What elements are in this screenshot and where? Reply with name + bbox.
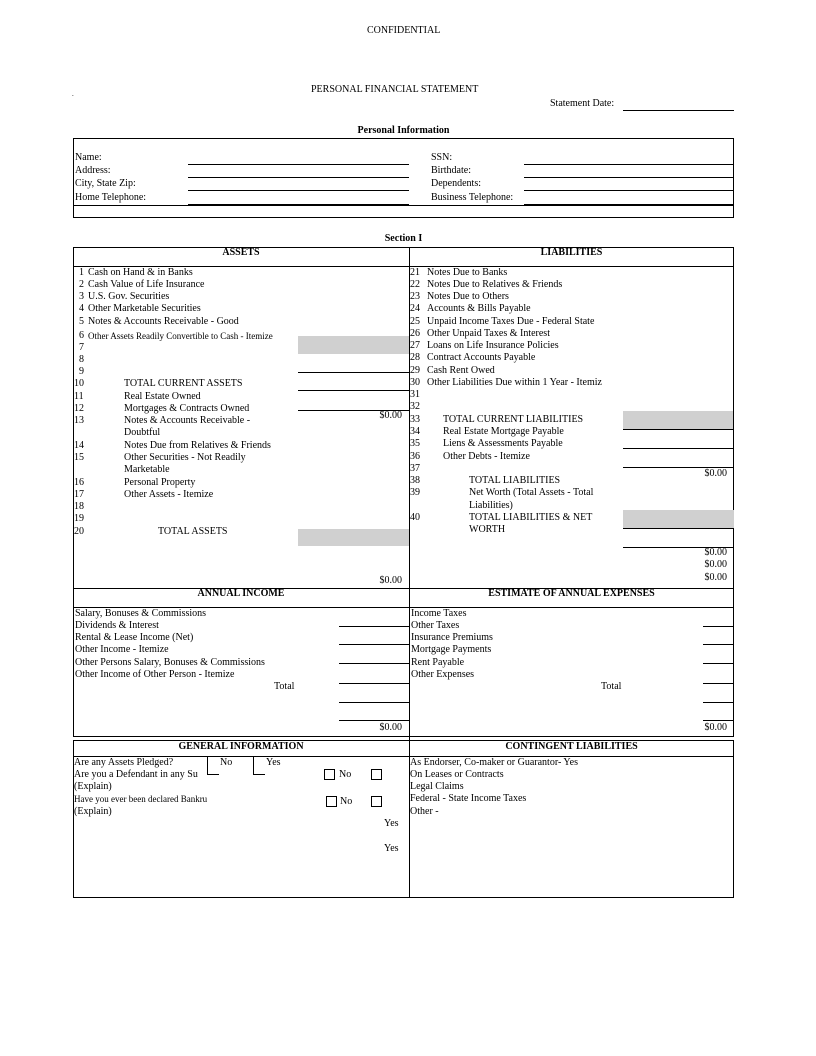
explain-label: (Explain) [74, 806, 112, 817]
contingent-item: As Endorser, Co-maker or Guarantor- Yes [410, 757, 578, 768]
liability-num: 25 [410, 316, 420, 327]
liability-num: 27 [410, 340, 420, 351]
pledged-no-tick-base [207, 774, 219, 775]
expense-item: Insurance Premiums [411, 632, 493, 643]
bankrupt-no-label: No [340, 796, 353, 807]
liability-num: 31 [410, 389, 420, 400]
asset-label: Other Marketable Securities [88, 303, 201, 314]
personal-info-box [73, 138, 734, 218]
liability-num: 22 [410, 279, 420, 290]
liability-num: 38 [410, 475, 420, 486]
defendant-question: Are you a Defendant in any Su [74, 769, 198, 780]
expense-total-amount: $0.00 [704, 722, 727, 733]
liability-num: 23 [410, 291, 420, 302]
expense-rule [703, 702, 734, 703]
assets-heading: ASSETS [222, 247, 260, 258]
asset-num: 5 [79, 316, 84, 327]
asset-label: Other Securities - Not Readily [124, 452, 246, 463]
pledged-no-label: No [220, 757, 233, 768]
liability-label: Cash Rent Owed [427, 365, 495, 376]
income-rule [339, 663, 409, 664]
liability-label-total-current: TOTAL CURRENT LIABILITIES [443, 414, 584, 425]
asset-num: 11 [74, 391, 84, 402]
address-label: Address: [75, 165, 111, 176]
liability-label: TOTAL LIABILITIES & NET [469, 512, 593, 523]
total-assets-value-cell[interactable] [298, 529, 409, 546]
annual-expenses-heading: ESTIMATE OF ANNUAL EXPENSES [488, 588, 655, 599]
birthdate-label: Birthdate: [431, 165, 471, 176]
asset-num: 19 [74, 513, 84, 524]
asset-label: Cash on Hand & in Banks [88, 267, 193, 278]
asset-num: 12 [74, 403, 84, 414]
asset-num: 18 [74, 501, 84, 512]
pledged-yes-label: Yes [266, 757, 281, 768]
home-telephone-field[interactable] [188, 204, 409, 205]
defendant-no-label: No [339, 769, 352, 780]
income-item: Other Income of Other Person - Itemize [75, 669, 235, 680]
expense-item: Rent Payable [411, 657, 465, 668]
liability-amount: $0.00 [704, 572, 727, 583]
income-item: Other Persons Salary, Bonuses & Commissions [75, 657, 265, 668]
business-telephone-field[interactable] [524, 204, 734, 205]
assets-pledged-question: Are any Assets Pledged? [74, 757, 174, 768]
liability-num: 26 [410, 328, 420, 339]
liability-label-total: TOTAL LIABILITIES [469, 475, 561, 486]
contingent-item: Legal Claims [410, 781, 464, 792]
asset-num: 1 [79, 267, 84, 278]
total-current-liabilities-cell[interactable] [623, 411, 734, 429]
asset-label: Notes & Accounts Receivable - [124, 415, 251, 426]
liability-label: Loans on Life Insurance Policies [427, 340, 559, 351]
liability-label: Net Worth (Total Assets - Total [469, 487, 594, 498]
expense-rule [703, 626, 734, 627]
asset-num: 8 [79, 354, 84, 365]
document-title: PERSONAL FINANCIAL STATEMENT [311, 84, 479, 95]
liability-num: 21 [410, 267, 420, 278]
contingent-item: Federal - State Income Taxes [410, 793, 527, 804]
dependents-field[interactable] [524, 190, 734, 191]
income-rule [339, 626, 409, 627]
asset-subtotal-amount: $0.00 [379, 410, 402, 421]
liability-num: 37 [410, 463, 420, 474]
confidential-label: CONFIDENTIAL [367, 25, 441, 36]
bankrupt-yes-checkbox[interactable] [371, 796, 382, 807]
expense-total-label: Total [601, 681, 622, 692]
expense-item: Mortgage Payments [411, 644, 492, 655]
asset-num: 15 [74, 452, 84, 463]
ssn-field[interactable] [524, 164, 734, 165]
liability-label: Notes Due to Relatives & Friends [427, 279, 563, 290]
income-rule [339, 720, 409, 721]
defendant-yes-label: Yes [384, 818, 399, 829]
liability-amount: $0.00 [704, 547, 727, 558]
statement-date-field[interactable] [623, 110, 734, 111]
expense-item: Other Expenses [411, 669, 475, 680]
bankrupt-yes-label: Yes [384, 843, 399, 854]
address-field[interactable] [188, 177, 409, 178]
section-1-heading: Section I [384, 233, 423, 244]
personal-info-heading: Personal Information [357, 125, 450, 136]
asset-label: U.S. Gov. Securities [88, 291, 170, 302]
liability-num: 40 [410, 512, 420, 523]
income-rule [339, 702, 409, 703]
asset-label: Notes & Accounts Receivable - Good [88, 316, 239, 327]
asset-label: Notes Due from Relatives & Friends [124, 440, 271, 451]
asset-label: Mortgages & Contracts Owned [124, 403, 250, 414]
income-total-amount: $0.00 [379, 722, 402, 733]
asset-num: 20 [74, 526, 84, 537]
general-info-heading: GENERAL INFORMATION [178, 741, 304, 752]
income-item: Other Income - Itemize [75, 644, 169, 655]
liability-label: Unpaid Income Taxes Due - Federal State [427, 316, 595, 327]
bankrupt-question: Have you ever been declared Bankru [74, 794, 208, 804]
liability-num: 36 [410, 451, 420, 462]
asset-label-total-assets: TOTAL ASSETS [158, 526, 228, 537]
liability-num: 33 [410, 414, 420, 425]
contingent-item: On Leases or Contracts [410, 769, 504, 780]
liability-cell-edge [733, 411, 734, 467]
income-total-label: Total [274, 681, 295, 692]
income-item: Dividends & Interest [75, 620, 159, 631]
liability-label: Other Unpaid Taxes & Interest [427, 328, 550, 339]
liability-label: Liabilities) [469, 500, 513, 511]
liability-num: 35 [410, 438, 420, 449]
expense-rule [703, 683, 734, 684]
liability-label: Other Debts - Itemize [443, 451, 530, 462]
asset-label: Other Assets Readily Convertible to Cash - Itemize [88, 331, 273, 341]
dependents-label: Dependents: [431, 178, 481, 189]
income-rule [339, 644, 409, 645]
business-telephone-label: Business Telephone: [431, 192, 514, 203]
liability-num: 24 [410, 303, 420, 314]
contingent-liabilities-heading: CONTINGENT LIABILITIES [505, 741, 638, 752]
total-assets-amount: $0.00 [379, 575, 402, 586]
liability-num: 29 [410, 365, 420, 376]
asset-6-value-cell[interactable] [298, 336, 409, 354]
asset-label-total-current: TOTAL CURRENT ASSETS [124, 378, 243, 389]
liability-num: 28 [410, 352, 420, 363]
liability-label: Notes Due to Banks [427, 267, 508, 278]
annual-income-heading: ANNUAL INCOME [197, 588, 285, 599]
asset-num: 4 [79, 303, 84, 314]
asset-num: 17 [74, 489, 84, 500]
asset-num: 7 [79, 342, 84, 353]
asset-label: Real Estate Owned [124, 391, 201, 402]
expense-item: Other Taxes [411, 620, 460, 631]
liability-num: 34 [410, 426, 420, 437]
asset-rule [298, 390, 409, 391]
bankrupt-no-checkbox[interactable] [326, 796, 337, 807]
asset-num: 16 [74, 477, 84, 488]
pledged-yes-tick-base [253, 774, 265, 775]
statement-date-label: Statement Date: [550, 98, 615, 109]
liability-label: Contract Accounts Payable [427, 352, 536, 363]
total-liabilities-amount: $0.00 [704, 468, 727, 479]
birthdate-field[interactable] [524, 177, 734, 178]
asset-label: Marketable [124, 464, 170, 475]
asset-label: Other Assets - Itemize [124, 489, 214, 500]
total-liabilities-net-worth-cell[interactable] [623, 510, 734, 528]
explain-label: (Explain) [74, 781, 112, 792]
liability-label: Other Liabilities Due within 1 Year - Itemiz [427, 377, 602, 388]
asset-num: 10 [74, 378, 84, 389]
city-state-zip-field[interactable] [188, 190, 409, 191]
asset-rule [298, 372, 409, 373]
income-rule [339, 683, 409, 684]
liability-rule [623, 528, 734, 529]
liabilities-heading: LIABILITIES [540, 247, 603, 258]
asset-label: Personal Property [124, 477, 196, 488]
stray-mark: . [72, 90, 74, 98]
liability-num: 30 [410, 377, 420, 388]
home-telephone-label: Home Telephone: [75, 192, 147, 203]
liability-rule [623, 448, 734, 449]
liability-label: Accounts & Bills Payable [427, 303, 531, 314]
liability-label: WORTH [469, 524, 506, 535]
defendant-yes-checkbox[interactable] [371, 769, 382, 780]
asset-num: 9 [79, 366, 84, 377]
asset-label: Doubtful [124, 427, 161, 438]
liability-num: 39 [410, 487, 420, 498]
asset-num: 6 [79, 330, 84, 341]
liability-rule [623, 429, 734, 430]
ssn-label: SSN: [431, 152, 453, 163]
liability-label: Liens & Assessments Payable [443, 438, 563, 449]
asset-num: 3 [79, 291, 84, 302]
asset-label: Cash Value of Life Insurance [88, 279, 205, 290]
city-state-zip-label: City, State Zip: [75, 178, 136, 189]
income-item: Salary, Bonuses & Commissions [75, 608, 207, 619]
liability-amount: $0.00 [704, 559, 727, 570]
income-item: Rental & Lease Income (Net) [75, 632, 194, 643]
name-label: Name: [75, 152, 102, 163]
name-field[interactable] [188, 164, 409, 165]
personal-info-bottom-rule [73, 205, 734, 206]
contingent-item: Other - [410, 806, 439, 817]
asset-num: 2 [79, 279, 84, 290]
expense-rule [703, 644, 734, 645]
asset-num: 14 [74, 440, 84, 451]
asset-num: 13 [74, 415, 84, 426]
pledged-no-tick [207, 756, 208, 774]
expense-rule [703, 663, 734, 664]
defendant-no-checkbox[interactable] [324, 769, 335, 780]
liability-label: Real Estate Mortgage Payable [443, 426, 564, 437]
expense-item: Income Taxes [411, 608, 467, 619]
pledged-yes-tick [253, 756, 254, 774]
liability-num: 32 [410, 401, 420, 412]
expense-rule [703, 720, 734, 721]
liability-label: Notes Due to Others [427, 291, 509, 302]
